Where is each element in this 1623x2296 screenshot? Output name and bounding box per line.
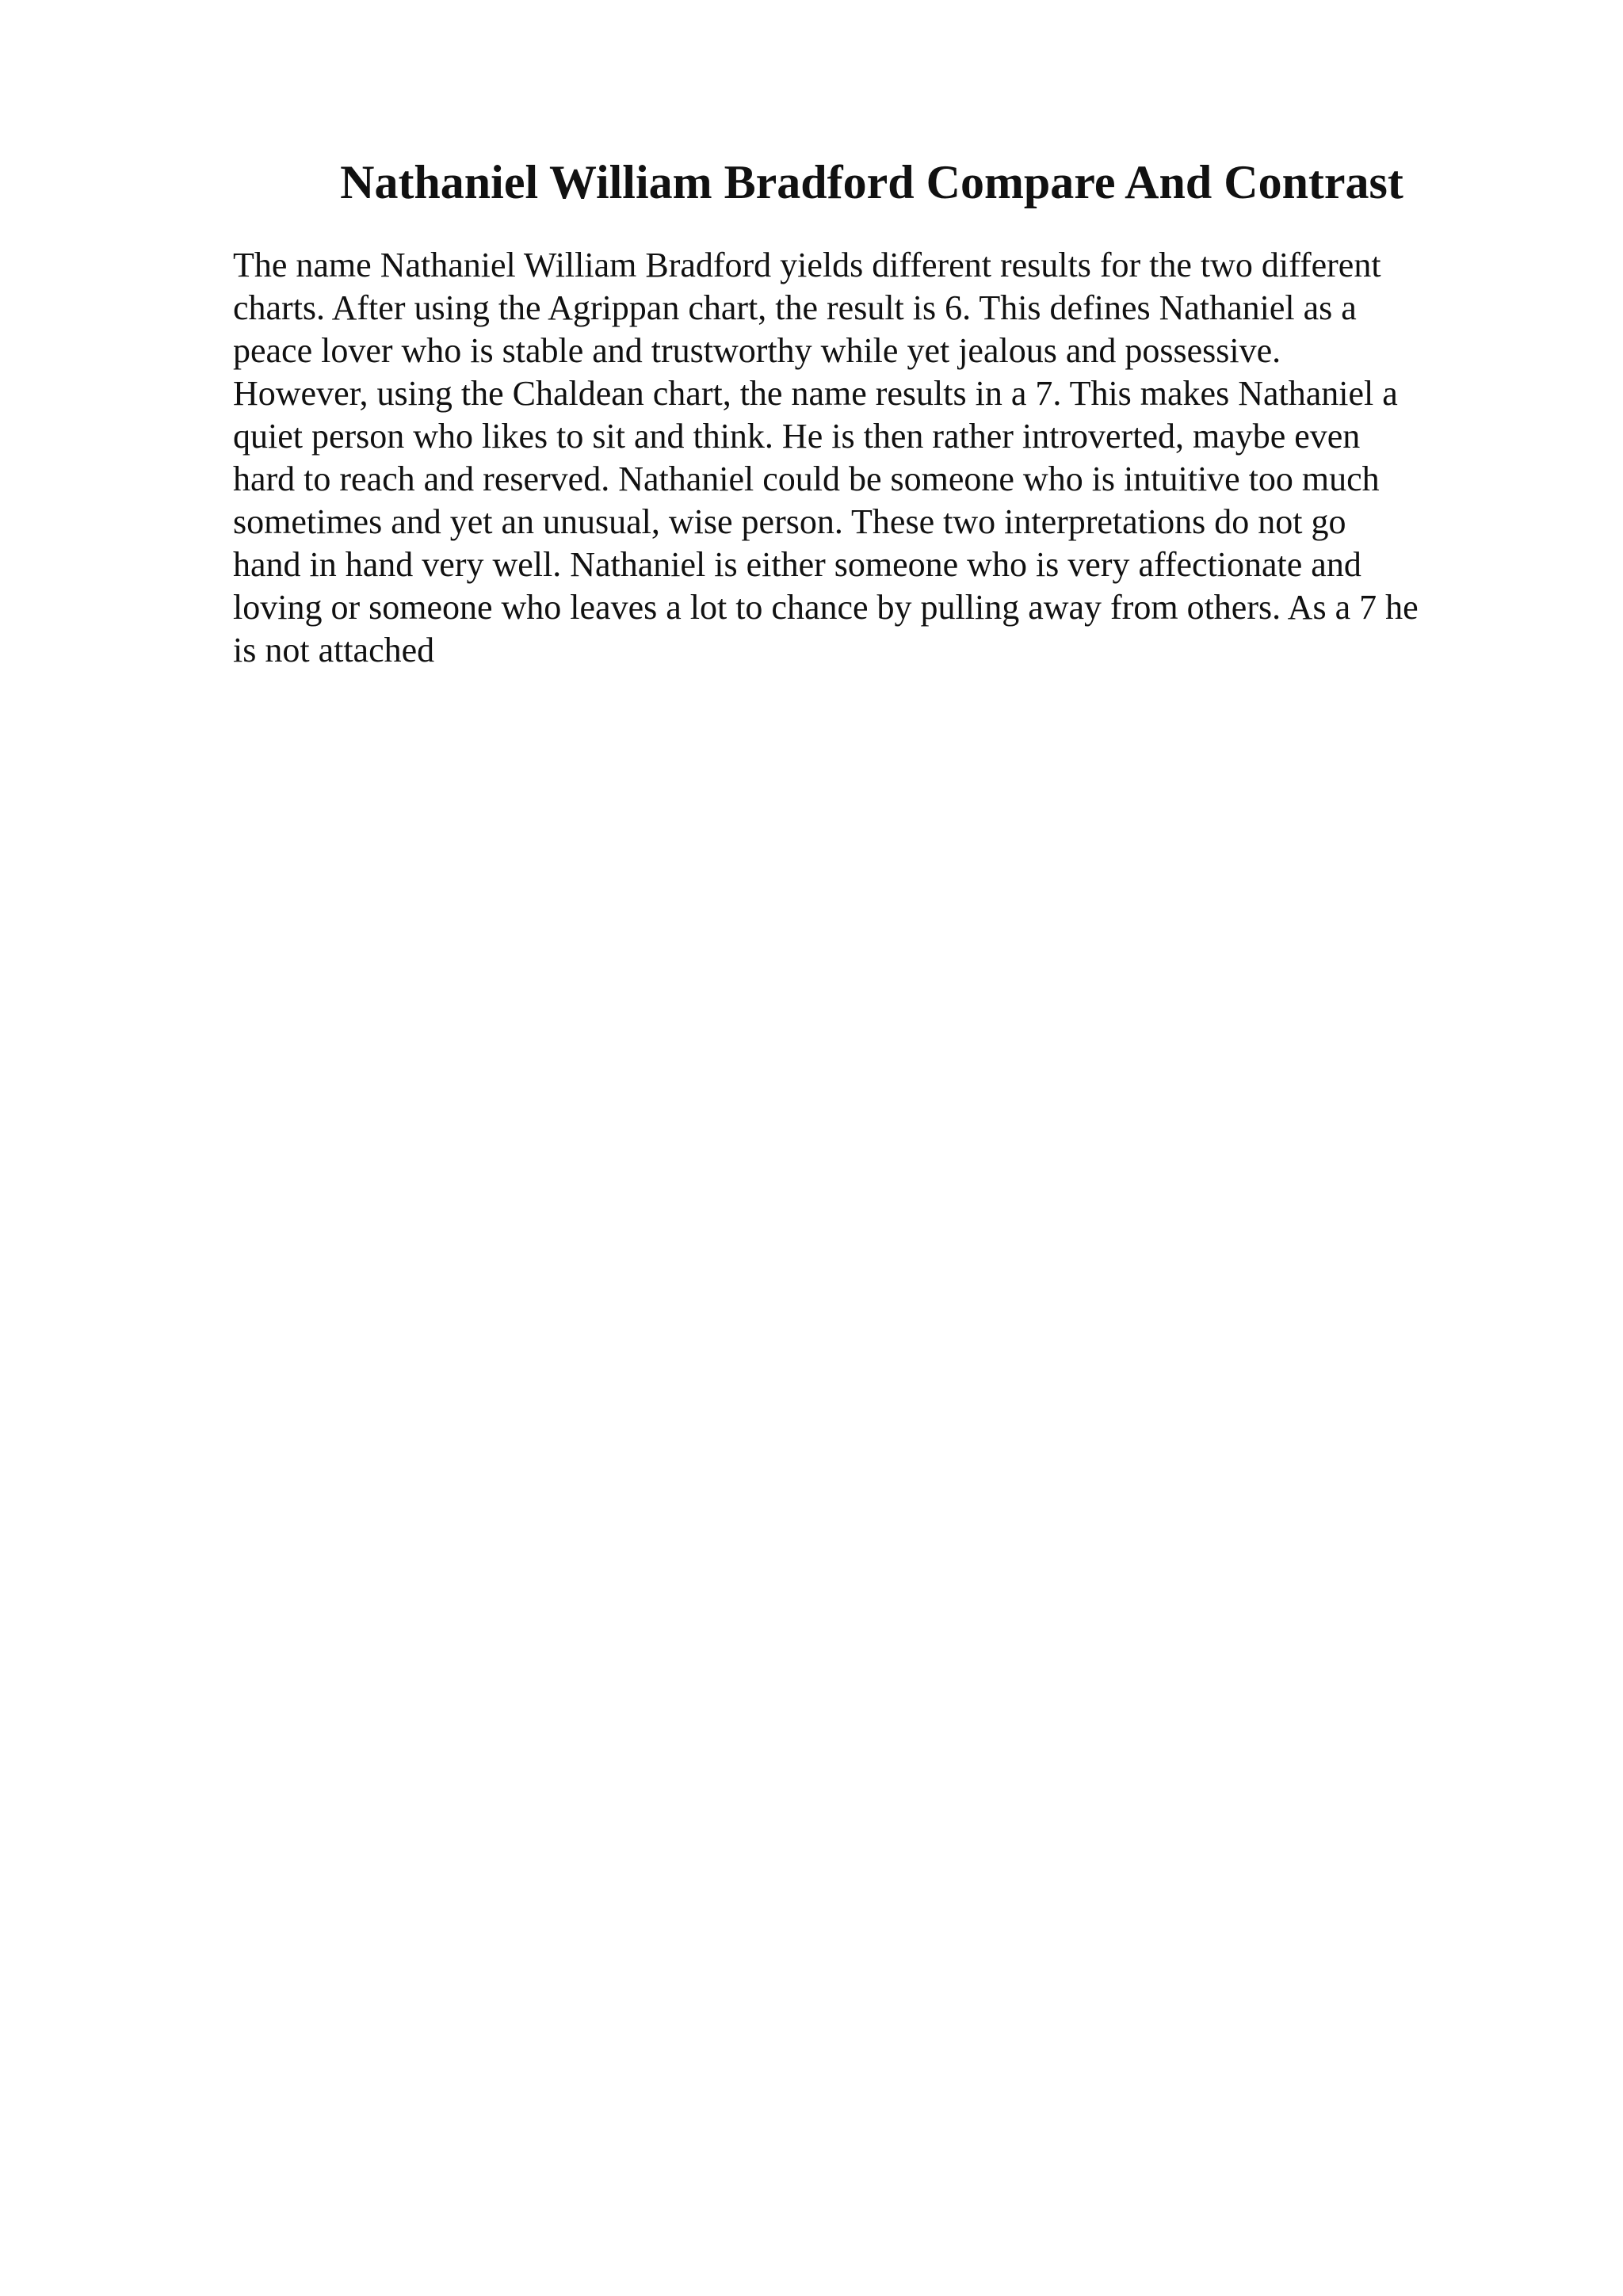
- paragraph-line: sometimes and yet an unusual, wise person. These two interpretations do not go: [233, 502, 1346, 541]
- paragraph-line: However, using the Chaldean chart, the name results in a 7. This makes Nathaniel a: [233, 374, 1398, 413]
- paragraph-line: quiet person who likes to sit and think. He is then rather introverted, maybe even: [233, 417, 1361, 456]
- body-paragraph: [233, 244, 1509, 672]
- document-title: Nathaniel William Bradford Compare And Contrast: [340, 156, 1403, 208]
- paragraph-line: hard to reach and reserved. Nathaniel could be someone who is intuitive too much: [233, 460, 1380, 498]
- paragraph-line: charts. After using the Agrippan chart, the result is 6. This defines Nathaniel as a: [233, 288, 1357, 327]
- paragraph-line: is not attached: [233, 631, 435, 669]
- paragraph-line: loving or someone who leaves a lot to chance by pulling away from others. As a 7 he: [233, 588, 1419, 627]
- paragraph-line: peace lover who is stable and trustworthy while yet jealous and possessive.: [233, 331, 1281, 370]
- paragraph-line: The name Nathaniel William Bradford yields different results for the two different: [233, 246, 1381, 284]
- paragraph-line: hand in hand very well. Nathaniel is either someone who is very affectionate and: [233, 545, 1361, 584]
